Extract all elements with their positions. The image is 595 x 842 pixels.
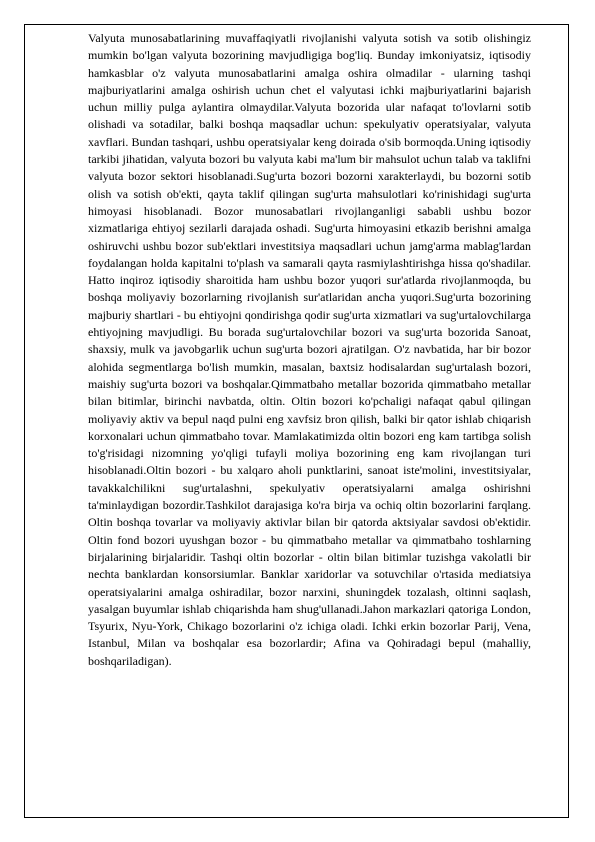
- body-paragraph: Valyuta munosabatlarining muvaffaqiyatli rivojlanishi valyuta sotish va sotib olishingiz mumkin bo'lgan valyuta bozorining mavjudligiga bog'liq. Bunday imkoniyatsiz, iqtisodiy hamkasblar o'z valyuta munosabatlarini amalga oshira olmadilar - ularning tashqi majburiyatlarini amalga oshirish uchun chet el valyutasi ichki majburiyatlarini bajarish uchun milliy pulga aylantira olmaydilar.Valyuta bozorida ular nafaqat to'lovlarni sotib olishadi va sotadilar, balki boshqa maqsadlar uchun: spekulyativ operatsiyalar, valyuta xavflari. Bundan tashqari, ushbu operatsiyalar keng doirada o'sib bormoqda.Uning iqtisodiy tarkibi jihatidan, valyuta bozori bu valyuta kabi ma'lum bir mahsulot uchun talab va taklifni valyuta bozor sektori hisoblanadi.Sug'urta bozori bozorni xarakterlaydi, bu bozorni sotib olish va sotish ob'ekti, qayta taklif qilingan sug'urta mahsulotlari ko'rinishidagi sug'urta himoyasi hisoblanadi. Bozor munosabatlari rivojlanganligi sababli ushbu bozor xizmatlariga ehtiyoj sezilarli darajada oshadi. Sug'urta himoyasini etkazib berishni amalga oshiruvchi ushbu bozor sub'ektlari investitsiya maqsadlari uchun jamg'arma mablag'lardan foydalangan holda kapitalni to'plash va samarali qayta rasmiylashtirishga hissa qo'shadilar. Hatto inqiroz iqtisodiy sharoitida ham ushbu bozor yuqori sur'atlarda rivojlanmoqda, bu boshqa moliyaviy bozorlarning rivojlanish sur'atlaridan ancha yuqori.Sug'urta bozorining majburiy shartlari - bu ehtiyojni qondirishga qodir sug'urta xizmatlari va sug'urtalovchilarga ehtiyojning mavjudligi. Bu borada sug'urtalovchilar bozori va sug'urta bozorida Sanoat, shaxsiy, mulk va javobgarlik uchun sug'urta bozori ajratilgan. O'z navbatida, har bir bozor alohida segmentlarga bo'lish mumkin, masalan, baxtsiz hodisalardan sug'urtalash bozori, maishiy sug'urta bozori va boshqalar.Qimmatbaho metallar bozorida qimmatbaho metallar bilan bitimlar, birinchi navbatda, oltin. Oltin bozori ko'pchaligi nafaqat qabul qilingan moliyaviy aktiv va bepul naqd pulni eng xavfsiz bron qilish, balki bir qator ishlab chiqarish korxonalari uchun qimmatbaho tovar. Mamlakatimizda oltin bozori eng kam tartibga solish to'g'risidagi nizomning yo'qligi tufayli moliya bozorining eng kam rivojlangan turi hisoblanadi.Oltin bozori - bu xalqaro aholi punktlarini, sanoat iste'molini, investitsiyalar, tavakkalchilikni sug'urtalashni, spekulyativ operatsiyalarni amalga oshirishni ta'minlaydigan bozordir.Tashkilot darajasiga ko'ra birja va ochiq oltin bozorlarini farqlang. Oltin boshqa tovarlar va moliyaviy aktivlar bilan bir qatorda aktsiyalar savdosi ob'ektidir. Oltin fond bozori uyushgan bozor - bu qimmatbaho metallar va qimmatbaho toshlarning birjalarining birjalaridir. Tashqi oltin bozorlar - oltin bilan bitimlar tuzishga vakolatli bir nechta banklardan konsorsiumlar. Banklar xaridorlar va sotuvchilar o'rtasida mediatsiya operatsiyalarini amalga oshiradilar, bozor narxini, shuningdek tozalash, oltinni saqlash, yasalgan buyumlar ishlab chiqarishda ham shug'ullanadi.Jahon markazlari qatoriga London, Tsyurix, Nyu-York, Chikago bozorlarini o'z ichiga oladi. Ichki erkin bozorlar Parij, Vena, Istanbul, Milan va boshqalar esa bozorlardir; Afina va Qohiradagi bepul (mahalliy, boshqariladigan).: [88, 31, 531, 668]
